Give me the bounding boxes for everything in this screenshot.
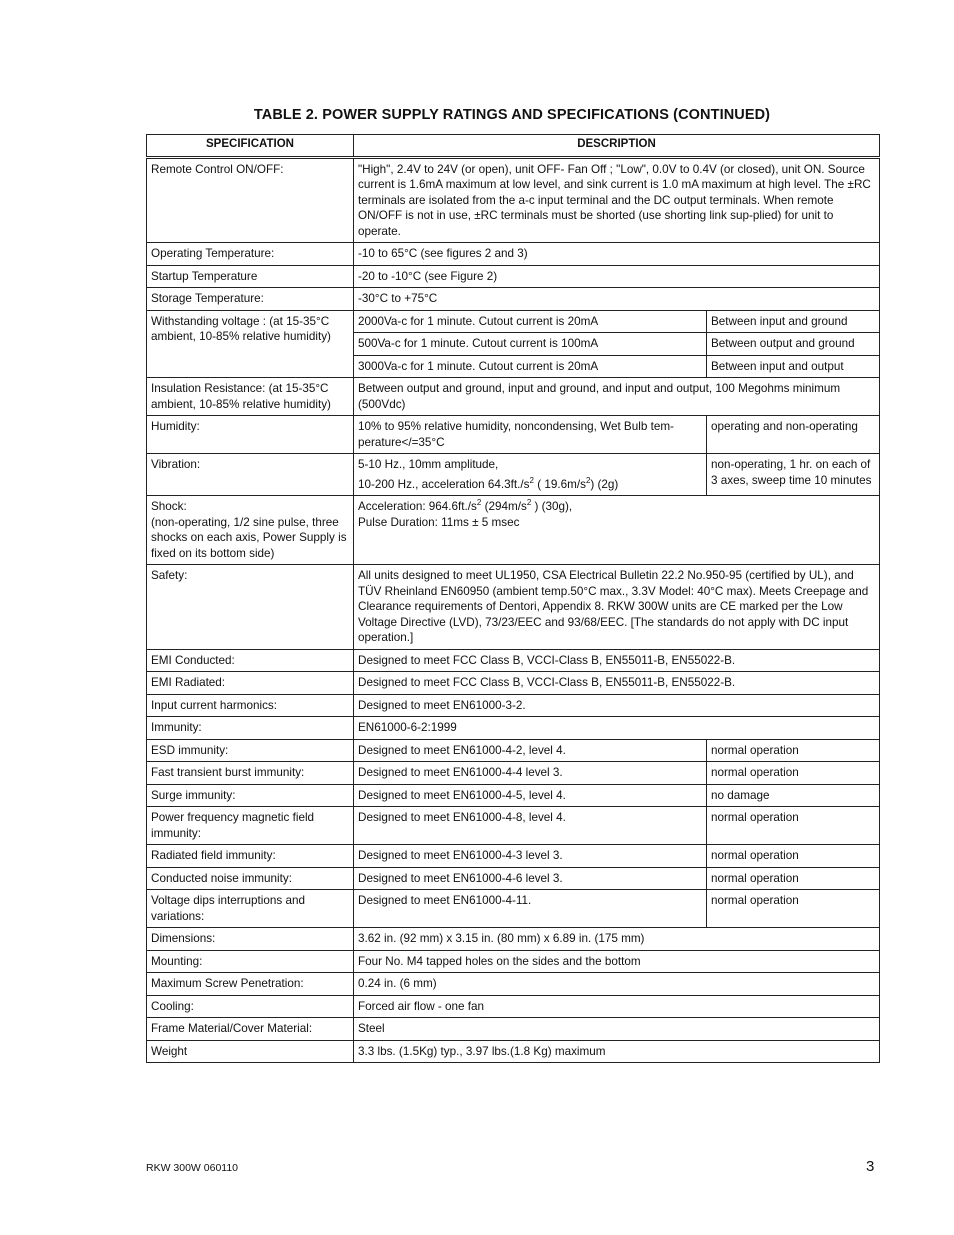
table-row [147,739,880,762]
desc-cell: Designed to meet EN61000-3-2. [354,694,880,717]
desc-cell: Designed to meet EN61000-4-2, level 4. [354,739,707,762]
note-cell: no damage [707,784,880,807]
header-description: DESCRIPTION [354,135,880,158]
spec-cell: Surge immunity: [147,784,354,807]
spec-cell: Power frequency magnetic field immunity: [147,807,354,845]
desc-cell: 3000Va-c for 1 minute. Cutout current is 20mA [354,355,707,378]
table-row [147,890,880,928]
desc-cell: Designed to meet EN61000-4-5, level 4. [354,784,707,807]
note-cell: normal operation [707,762,880,785]
table-row [147,649,880,672]
table-row [147,784,880,807]
desc-cell: Designed to meet FCC Class B, VCCI-Class B, EN55011-B, EN55022-B. [354,649,880,672]
table-row [147,416,880,454]
shock-line-2: Pulse Duration: 11ms ± 5 msec [358,515,520,529]
spec-cell: Fast transient burst immunity: [147,762,354,785]
page-number: 3 [866,1158,875,1175]
desc-cell [354,454,707,496]
spec-cell: Startup Temperature [147,265,354,288]
spec-cell: Frame Material/Cover Material: [147,1018,354,1041]
spec-cell: Withstanding voltage : (at 15-35°C ambient, 10-85% relative humidity) [147,310,354,378]
spec-cell: EMI Conducted: [147,649,354,672]
table-row [147,243,880,266]
note-cell: operating and non-operating [707,416,880,454]
spec-table [146,134,880,1063]
desc-cell: Designed to meet EN61000-4-3 level 3. [354,845,707,868]
spec-cell: Remote Control ON/OFF: [147,157,354,243]
table-header-row [147,135,880,158]
table-row [147,378,880,416]
desc-cell: 3.62 in. (92 mm) x 3.15 in. (80 mm) x 6.89 in. (175 mm) [354,928,880,951]
table-row [147,1040,880,1063]
desc-cell: All units designed to meet UL1950, CSA Electrical Bulletin 22.2 No.950-95 (certified by UL), and TÜV Rheinland EN60950 (ambient temp.50°C max., 3.3V Model: 40°C max). Meets Creepage and Clearance requirements of Dentori, Appendix 8. RKW 300W units are CE marked per the Low Voltage Directive (LVD), 73/23/EEC and 93/68/EEC. [The standards do not apply with DC input operation.] [354,565,880,650]
spec-cell: Humidity: [147,416,354,454]
table-row [147,950,880,973]
desc-cell: "High", 2.4V to 24V (or open), unit OFF- Fan Off ; "Low", 0.0V to 0.4V (or closed), unit ON. Source current is 1.6mA maximum at low level, and sink current is 1.0 mA maximum at high level. The ±RC terminals are isolated from the a-c input terminal and the DC output terminals. When remote ON/OFF is not in use, ±RC terminals must be shorted (use shorting link sup-plied) for unit to operate. [354,157,880,243]
table-row [147,565,880,650]
desc-cell: Forced air flow - one fan [354,995,880,1018]
table-row [147,762,880,785]
table-row [147,496,880,565]
table-row [147,672,880,695]
table-row [147,288,880,311]
desc-cell: 10% to 95% relative humidity, noncondensing, Wet Bulb tem-perature</=35°C [354,416,707,454]
desc-cell: -10 to 65°C (see figures 2 and 3) [354,243,880,266]
spec-cell: Weight [147,1040,354,1063]
table-row [147,973,880,996]
spec-cell: Insulation Resistance: (at 15-35°C ambient, 10-85% relative humidity) [147,378,354,416]
vibration-line-2: 10-200 Hz., acceleration $64.3ft./s^2$ ( $19.6m/s^2$) (2g) [358,475,619,491]
shock-line-1: Acceleration: $964.6ft./s^2$ ($294m/s^2$ ) (30g), [358,498,573,513]
table-row [147,845,880,868]
spec-cell: Radiated field immunity: [147,845,354,868]
spec-cell: Maximum Screw Penetration: [147,973,354,996]
spec-cell: Input current harmonics: [147,694,354,717]
vibration-line-1: 5-10 Hz., 10mm amplitude, [358,458,499,471]
table-row [147,995,880,1018]
table-row [147,717,880,740]
note-cell: normal operation [707,807,880,845]
spec-cell: Vibration: [147,454,354,496]
spec-cell: Cooling: [147,995,354,1018]
desc-cell: 2000Va-c for 1 minute. Cutout current is 20mA [354,310,707,333]
spec-cell: Voltage dips interruptions and variations: [147,890,354,928]
header-specification: SPECIFICATION [147,135,354,158]
note-cell: normal operation [707,890,880,928]
note-cell: Between input and output [707,355,880,378]
spec-cell: Dimensions: [147,928,354,951]
note-cell: normal operation [707,739,880,762]
desc-cell: Designed to meet EN61000-4-4 level 3. [354,762,707,785]
spec-cell: ESD immunity: [147,739,354,762]
spec-cell: Safety: [147,565,354,650]
note-cell: Between input and ground [707,310,880,333]
desc-cell: 500Va-c for 1 minute. Cutout current is 100mA [354,333,707,356]
desc-cell: Designed to meet FCC Class B, VCCI-Class B, EN55011-B, EN55022-B. [354,672,880,695]
spec-cell: Mounting: [147,950,354,973]
table-row [147,265,880,288]
table-row [147,1018,880,1041]
spec-cell: EMI Radiated: [147,672,354,695]
desc-cell: Designed to meet EN61000-4-11. [354,890,707,928]
note-cell: Between output and ground [707,333,880,356]
desc-cell: Steel [354,1018,880,1041]
footer-doc-id: RKW 300W 060110 [146,1162,239,1174]
desc-cell: 3.3 lbs. (1.5Kg) typ., 3.97 lbs.(1.8 Kg) maximum [354,1040,880,1063]
table-title: TABLE 2. POWER SUPPLY RATINGS AND SPECIFICATIONS (CONTINUED) [253,107,771,123]
desc-cell: 0.24 in. (6 mm) [354,973,880,996]
spec-cell: Operating Temperature: [147,243,354,266]
desc-cell: EN61000-6-2:1999 [354,717,880,740]
table-row [147,867,880,890]
desc-cell: Four No. M4 tapped holes on the sides and the bottom [354,950,880,973]
table-row [147,928,880,951]
table-row [147,807,880,845]
note-cell: normal operation [707,867,880,890]
desc-cell: -20 to -10°C (see Figure 2) [354,265,880,288]
spec-cell: Shock: (non-operating, 1/2 sine pulse, three shocks on each axis, Power Supply is fixed on its bottom side) [147,496,354,565]
spec-cell: Storage Temperature: [147,288,354,311]
note-cell: non-operating, 1 hr. on each of 3 axes, sweep time 10 minutes [707,454,880,496]
desc-cell [354,496,880,565]
table-row [147,157,880,243]
desc-cell: Between output and ground, input and ground, and input and output, 100 Megohms minimum (500Vdc) [354,378,880,416]
table-row [147,694,880,717]
note-cell: normal operation [707,845,880,868]
spec-cell: Immunity: [147,717,354,740]
table-row [147,310,880,333]
table-row [147,454,880,496]
spec-cell: Conducted noise immunity: [147,867,354,890]
desc-cell: Designed to meet EN61000-4-6 level 3. [354,867,707,890]
desc-cell: Designed to meet EN61000-4-8, level 4. [354,807,707,845]
desc-cell: -30°C to +75°C [354,288,880,311]
